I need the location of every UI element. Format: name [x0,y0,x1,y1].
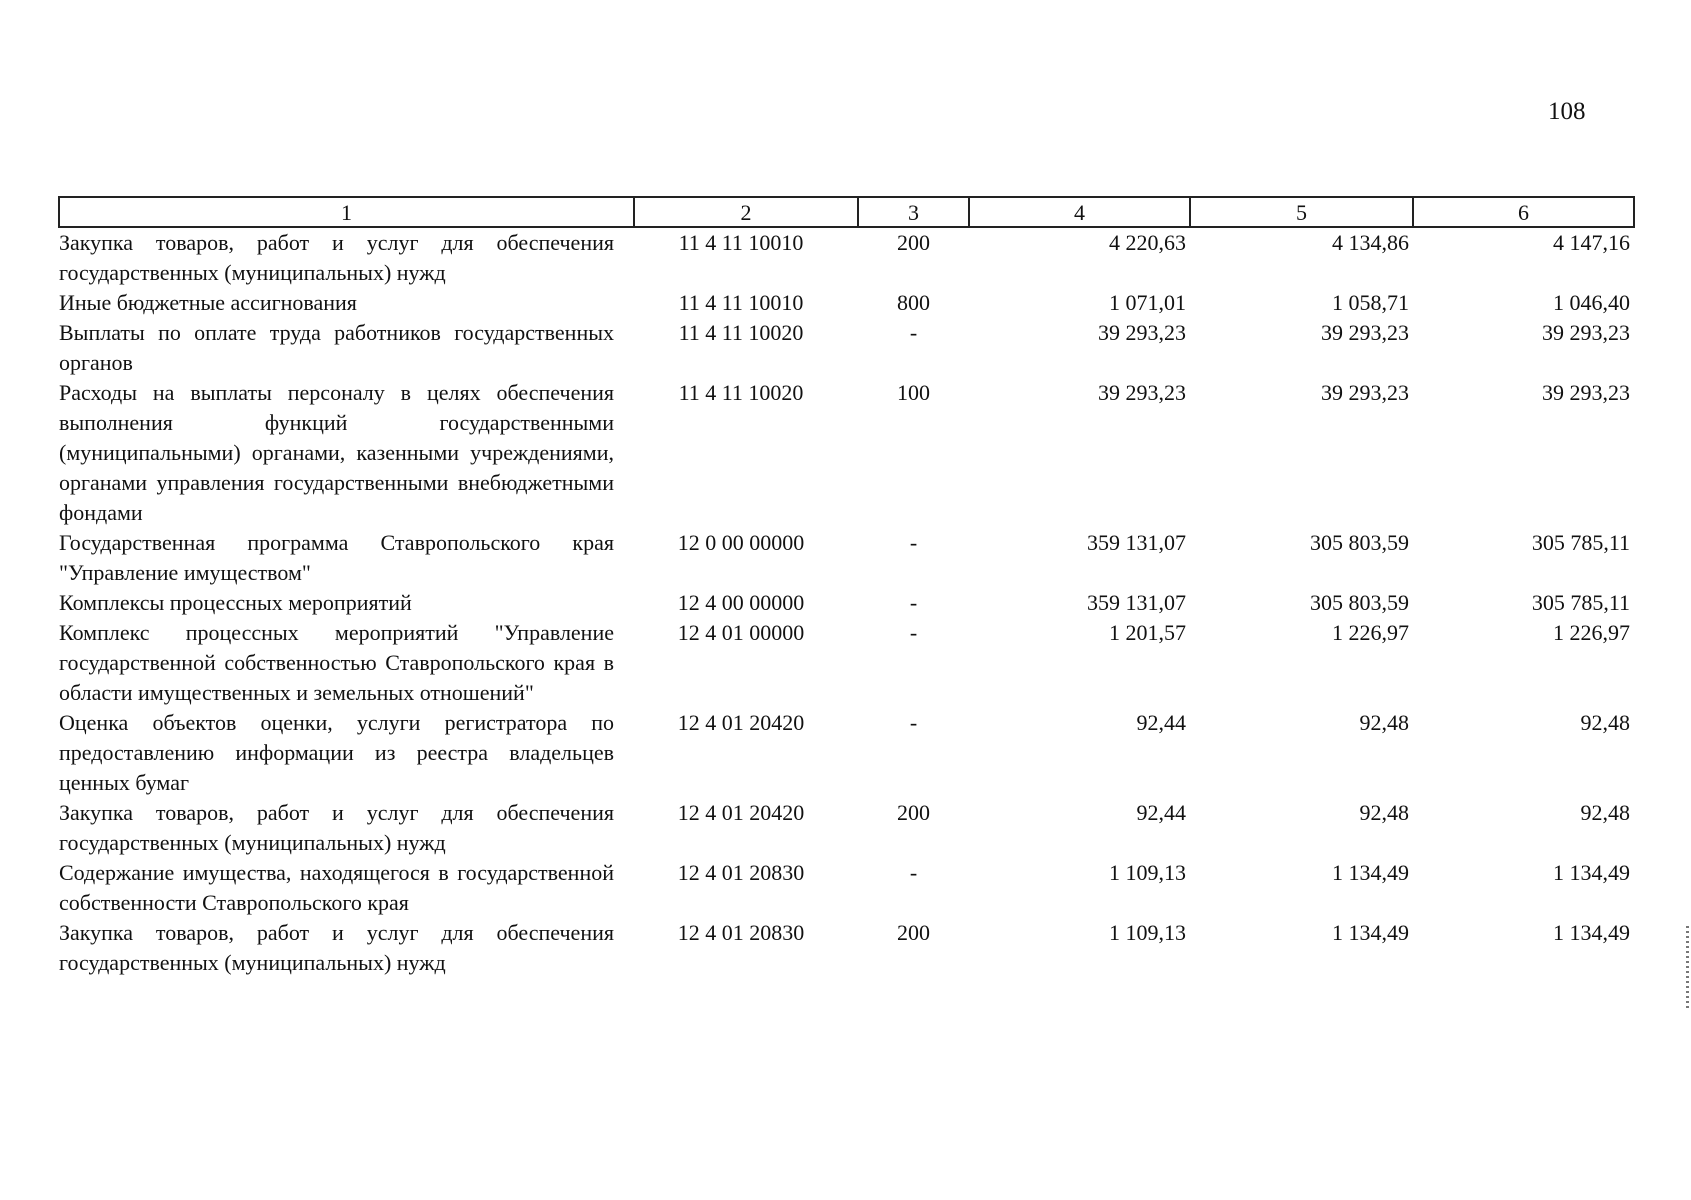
row-code: 12 4 01 20420 [677,710,805,735]
table-row [59,918,1634,978]
row-name: Закупка товаров, работ и услуг для обеспечения государственных (муниципальных) нужд [59,800,614,855]
row-name: Государственная программа Ставропольского края "Управление имуществом" [59,530,614,585]
row-expense-type: - [909,530,918,555]
row-value-4: 39 293,23 [1098,320,1186,345]
row-expense-type: - [909,710,918,735]
row-value-6: 39 293,23 [1542,380,1630,405]
row-expense-type: 200 [897,920,930,945]
table-row [59,378,1634,528]
table-row [59,618,1634,708]
row-name: Комплекс процессных мероприятий "Управление государственной собственностью Ставропольского края в области имущественных и земельных отношений" [59,620,614,705]
row-name: Закупка товаров, работ и услуг для обеспечения государственных (муниципальных) нужд [59,920,614,975]
row-value-5: 92,48 [1359,710,1409,735]
row-expense-type: 200 [897,230,930,255]
column-header-3: 3 [858,197,969,227]
row-expense-type: - [909,860,918,885]
column-header-2: 2 [634,197,858,227]
row-code: 12 0 00 00000 [677,530,805,555]
row-value-4: 1 109,13 [1109,920,1186,945]
table-row [59,708,1634,798]
row-value-4: 1 109,13 [1109,860,1186,885]
row-name: Закупка товаров, работ и услуг для обеспечения государственных (муниципальных) нужд [59,230,614,285]
table-row [59,227,1634,288]
row-value-4: 359 131,07 [1087,590,1186,615]
row-code: 11 4 11 10020 [678,380,804,405]
table-row [59,858,1634,918]
row-code: 12 4 01 20830 [677,920,805,945]
column-header-6: 6 [1413,197,1634,227]
row-value-4: 359 131,07 [1087,530,1186,555]
row-value-5: 305 803,59 [1310,530,1409,555]
row-value-6: 305 785,11 [1531,530,1630,555]
row-code: 12 4 00 00000 [677,590,805,615]
row-name: Оценка объектов оценки, услуги регистратора по предоставлению информации из реестра владельцев ценных бумаг [59,710,614,795]
column-header-4: 4 [969,197,1190,227]
row-code: 12 4 01 00000 [677,620,805,645]
row-value-5: 92,48 [1359,800,1409,825]
column-header-1: 1 [59,197,634,227]
row-name: Содержание имущества, находящегося в государственной собственности Ставропольского края [59,860,614,915]
row-value-4: 39 293,23 [1098,380,1186,405]
table-row [59,798,1634,858]
row-value-5: 1 058,71 [1332,290,1409,315]
row-value-6: 1 134,49 [1553,920,1630,945]
row-value-5: 1 134,49 [1332,920,1409,945]
row-value-5: 305 803,59 [1310,590,1409,615]
row-value-4: 92,44 [1136,710,1186,735]
budget-table [58,196,1635,978]
row-expense-type: - [909,320,918,345]
row-code: 12 4 01 20830 [677,860,805,885]
row-expense-type: 100 [897,380,930,405]
row-value-6: 1 226,97 [1553,620,1630,645]
column-header-5: 5 [1190,197,1413,227]
row-name: Расходы на выплаты персоналу в целях обеспечения выполнения функций государственными (муниципальными) органами, казенными учреждениями, органами управления государственными внебюджетными фондами [59,380,614,525]
table-row [59,588,1634,618]
row-expense-type: 800 [897,290,930,315]
row-value-6: 4 147,16 [1553,230,1630,255]
row-name: Выплаты по оплате труда работников государственных органов [59,320,614,375]
row-value-4: 4 220,63 [1109,230,1186,255]
table-row [59,288,1634,318]
row-code: 11 4 11 10010 [678,230,804,255]
row-value-6: 92,48 [1580,800,1630,825]
row-value-6: 39 293,23 [1542,320,1630,345]
row-code: 12 4 01 20420 [677,800,805,825]
row-value-5: 39 293,23 [1321,380,1409,405]
scan-edge-mark [1686,926,1689,1008]
table-row [59,318,1634,378]
row-name: Комплексы процессных мероприятий [59,590,412,615]
row-code: 11 4 11 10020 [678,320,804,345]
row-value-4: 92,44 [1136,800,1186,825]
row-value-4: 1 071,01 [1109,290,1186,315]
row-name: Иные бюджетные ассигнования [59,290,357,315]
row-value-6: 1 046,40 [1553,290,1630,315]
row-value-6: 1 134,49 [1553,860,1630,885]
row-value-5: 1 134,49 [1332,860,1409,885]
row-expense-type: 200 [897,800,930,825]
row-value-6: 92,48 [1580,710,1630,735]
table-row [59,528,1634,588]
row-value-5: 1 226,97 [1332,620,1409,645]
row-expense-type: - [909,590,918,615]
page-number: 108 [1548,98,1586,125]
table-header-row [59,197,1634,227]
row-expense-type: - [909,620,918,645]
row-value-6: 305 785,11 [1531,590,1630,615]
row-value-5: 4 134,86 [1332,230,1409,255]
row-value-5: 39 293,23 [1321,320,1409,345]
row-code: 11 4 11 10010 [678,290,804,315]
row-value-4: 1 201,57 [1109,620,1186,645]
